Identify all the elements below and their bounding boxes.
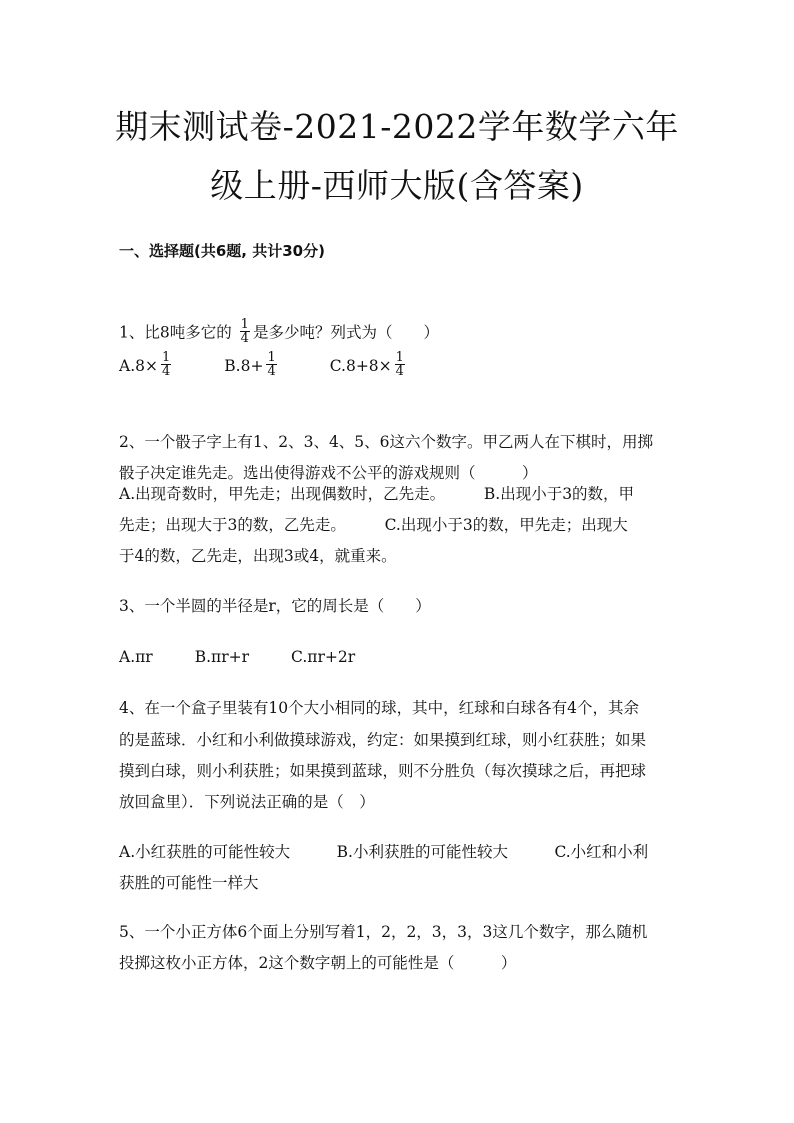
question-4-stem-line-4: 放回盒里）．下列说法正确的是（ ） xyxy=(119,793,375,811)
question-5-stem-line-1: 5、一个小正方体6个面上分别写着1，2，2，3，3，3这几个数字，那么随机 xyxy=(119,923,648,941)
question-1-option-b xyxy=(224,350,279,379)
fraction-denominator: 4 xyxy=(240,331,249,346)
question-4-stem-line-2: 的是蓝球．小红和小利做摸球游戏，约定：如果摸到红球，则小红获胜；如果 xyxy=(119,731,647,749)
question-3-options xyxy=(119,647,355,667)
section-heading: 一、选择题(共6题, 共计30分) xyxy=(119,242,325,260)
question-1-options xyxy=(119,350,408,380)
question-3-option-c: C.πr+2r xyxy=(291,648,356,666)
fraction-numerator: 1 xyxy=(267,350,276,365)
question-2-option-line-1: A.出现奇数时，甲先走；出现偶数时，乙先走。 B.出现小于3的数，甲 xyxy=(119,485,635,503)
fraction-numerator: 1 xyxy=(161,350,171,365)
question-1-stem-before: 1、比8吨多它的 xyxy=(119,323,237,342)
title-line-1: 期末测试卷-2021-2022学年数学六年 xyxy=(115,107,679,146)
title-line-2: 级上册-西师大版(含答案) xyxy=(210,166,584,205)
question-3-stem: 3、一个半圆的半径是r，它的周长是（ ） xyxy=(119,597,431,615)
fraction-one-quarter xyxy=(161,351,171,378)
option-c-text: C.8+8× xyxy=(329,356,392,375)
question-1-option-a xyxy=(119,350,174,379)
option-a-text: A.8× xyxy=(119,356,158,375)
fraction-denominator: 4 xyxy=(267,364,276,379)
question-4-option-line-2: 获胜的可能性一样大 xyxy=(119,874,259,892)
question-2-option-line-2: 先走；出现大于3的数，乙先走。 C.出现小于3的数，甲先走；出现大 xyxy=(119,516,628,534)
question-4-option-line-1: A.小红获胜的可能性较大 B.小利获胜的可能性较大 C.小红和小利 xyxy=(119,843,649,861)
question-1-option-c xyxy=(329,350,408,379)
question-3-option-a: A.πr xyxy=(119,648,153,666)
fraction-one-quarter xyxy=(395,351,405,378)
question-1-stem xyxy=(119,317,439,347)
fraction-denominator: 4 xyxy=(161,364,171,379)
question-2-stem-line-2: 骰子决定谁先走。选出使得游戏不公平的游戏规则（ ） xyxy=(119,464,538,482)
fraction-one-quarter xyxy=(240,318,250,345)
question-2-stem-line-1: 2、一个骰子字上有1、2、3、4、5、6这六个数字。甲乙两人在下棋时，用掷 xyxy=(119,433,654,451)
fraction-numerator: 1 xyxy=(240,317,249,332)
fraction-numerator: 1 xyxy=(395,350,404,365)
fraction-denominator: 4 xyxy=(395,364,404,379)
question-3-option-b: B.πr+r xyxy=(194,648,250,666)
question-1-stem-after: 是多少吨？列式为（ ） xyxy=(252,323,439,342)
question-5-stem-line-2: 投掷这枚小正方体，2这个数字朝上的可能性是（ ） xyxy=(119,954,517,972)
option-b-text: B.8+ xyxy=(224,356,264,375)
fraction-one-quarter xyxy=(266,351,276,378)
question-4-stem-line-3: 摸到白球，则小利获胜；如果摸到蓝球，则不分胜负（每次摸球之后，再把球 xyxy=(119,762,647,780)
question-4-stem-line-1: 4、在一个盒子里装有10个大小相同的球，其中，红球和白球各有4个，其余 xyxy=(119,699,639,717)
question-2-option-line-3: 于4的数，乙先走，出现3或4，就重来。 xyxy=(119,547,397,565)
